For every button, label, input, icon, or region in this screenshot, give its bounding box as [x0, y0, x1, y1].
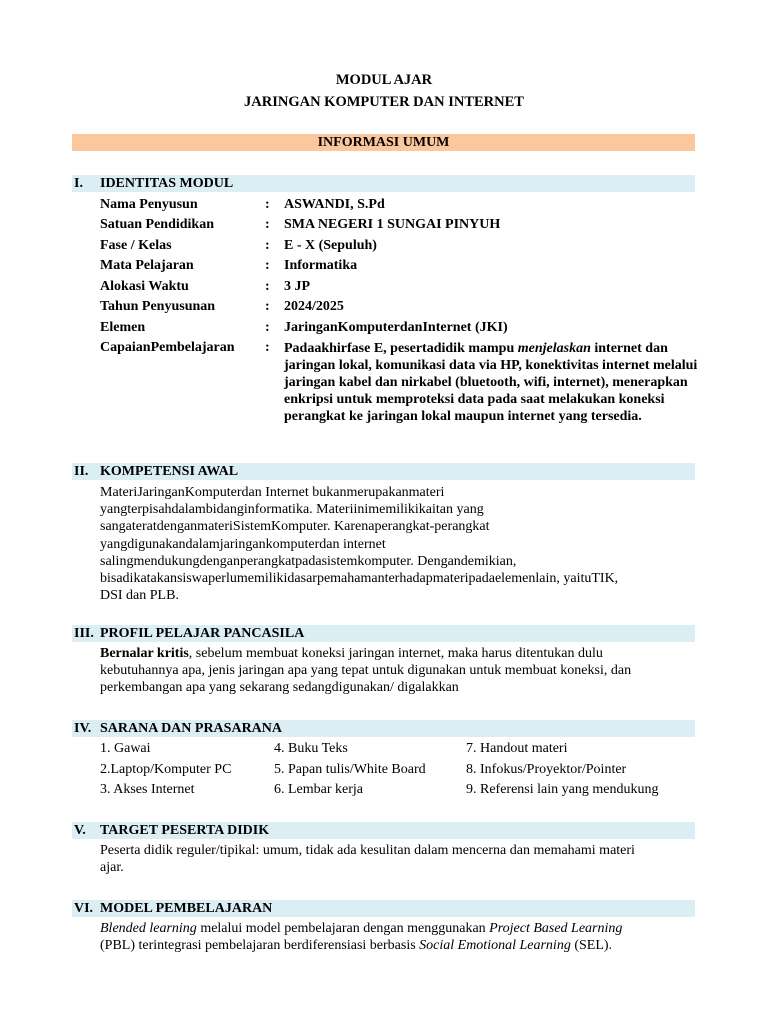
field-colon: :: [265, 238, 270, 253]
sarana-item: 7. Handout materi: [466, 741, 568, 756]
field-colon: :: [265, 279, 270, 294]
section-number: I.: [74, 176, 83, 191]
field-label-tahun: Tahun Penyusunan: [100, 299, 216, 314]
section-title-profil: PROFIL PELAJAR PANCASILA: [100, 626, 305, 641]
field-label-cp: CapaianPembelajaran: [100, 340, 235, 355]
field-colon: :: [265, 340, 270, 355]
sarana-item: 1. Gawai: [100, 741, 151, 756]
field-colon: :: [265, 299, 270, 314]
section-number: VI.: [74, 901, 94, 916]
field-value-mapel: Informatika: [284, 258, 358, 273]
sarana-item: 8. Infokus/Proyektor/Pointer: [466, 762, 627, 777]
sarana-item: 6. Lembar kerja: [274, 782, 364, 797]
kompetensi-paragraph: MateriJaringanKomputerdan Internet bukanmerupakanmateri yangterpisahdalambidanginformatika. Materiinimemilikikaitan yang sangateratdenganmateriSistemKomputer. Karenaperangkat-perangkat yangdigunakandalamjaringankomputerdan internet salingmendukungdenganperangkatpadasistemkomputer. Dengandemikian, bisadikatakansiswaperlumemilikidasarpemahamanterhadapmateripadaelemenlain, yaituTIK, DSI dan PLB.: [100, 485, 619, 604]
section-number: II.: [74, 464, 89, 479]
section-title-model: MODEL PEMBELAJARAN: [100, 901, 273, 916]
field-value-nama: ASWANDI, S.Pd: [284, 197, 385, 212]
field-value-cp: Padaakhirfase E, pesertadidik mampu menjelaskan internet dan jaringan lokal, komunikasi data via HP, konektivitas internet melalui jaringan kabel dan nirkabel (bluetooth, wifi, internet), menerapkan enkripsi untuk memproteksi data pada saat melakukan koneksi perangkat ke jaringan lokal maupun internet yang tersedia.: [284, 341, 698, 424]
field-colon: :: [265, 320, 270, 335]
field-value-satuan: SMA NEGERI 1 SUNGAI PINYUH: [284, 217, 501, 232]
section-title-kompetensi: KOMPETENSI AWAL: [100, 464, 239, 479]
field-label-nama: Nama Penyusun: [100, 197, 198, 212]
sarana-item: 9. Referensi lain yang mendukung: [466, 782, 659, 797]
model-paragraph: Blended learning melalui model pembelajaran dengan menggunakan Project Based Learning (PBL) terintegrasi pembelajaran berdiferensiasi berbasis Social Emotional Learning (SEL).: [100, 921, 623, 954]
field-colon: :: [265, 258, 270, 273]
field-label-alokasi: Alokasi Waktu: [100, 279, 189, 294]
section-title-sarana: SARANA DAN PRASARANA: [100, 721, 283, 736]
field-colon: :: [265, 197, 270, 212]
sarana-item: 3. Akses Internet: [100, 782, 195, 797]
sarana-item: 2.Laptop/Komputer PC: [100, 762, 232, 777]
section-title-identitas: IDENTITAS MODUL: [100, 176, 234, 191]
field-label-satuan: Satuan Pendidikan: [100, 217, 214, 232]
field-label-elemen: Elemen: [100, 320, 146, 335]
field-value-alokasi: 3 JP: [284, 279, 311, 294]
document-subtitle: JARINGAN KOMPUTER DAN INTERNET: [244, 94, 524, 110]
document-title: MODUL AJAR: [335, 72, 433, 88]
field-value-elemen: JaringanKomputerdanInternet (JKI): [284, 320, 508, 335]
field-label-mapel: Mata Pelajaran: [100, 258, 194, 273]
field-label-fase: Fase / Kelas: [100, 238, 172, 253]
field-value-tahun: 2024/2025: [284, 299, 344, 314]
field-value-fase: E - X (Sepuluh): [284, 238, 377, 253]
info-umum-band: INFORMASI UMUM: [72, 134, 695, 151]
sarana-item: 4. Buku Teks: [274, 741, 348, 756]
section-number: V.: [74, 823, 86, 838]
target-paragraph: Peserta didik reguler/tipikal: umum, tidak ada kesulitan dalam mencerna dan memahami materi ajar.: [100, 843, 635, 876]
section-number: III.: [74, 626, 94, 641]
field-colon: :: [265, 217, 270, 232]
section-number: IV.: [74, 721, 92, 736]
section-title-target: TARGET PESERTA DIDIK: [100, 823, 270, 838]
profil-paragraph: Bernalar kritis, sebelum membuat koneksi jaringan internet, maka harus ditentukan dulu kebutuhannya apa, jenis jaringan apa yang tepat untuk digunakan untuk membuat koneksi, dan perkembangan apa yang sekarang sedangdigunakan/ digalakkan: [100, 646, 632, 696]
sarana-item: 5. Papan tulis/White Board: [274, 762, 426, 777]
